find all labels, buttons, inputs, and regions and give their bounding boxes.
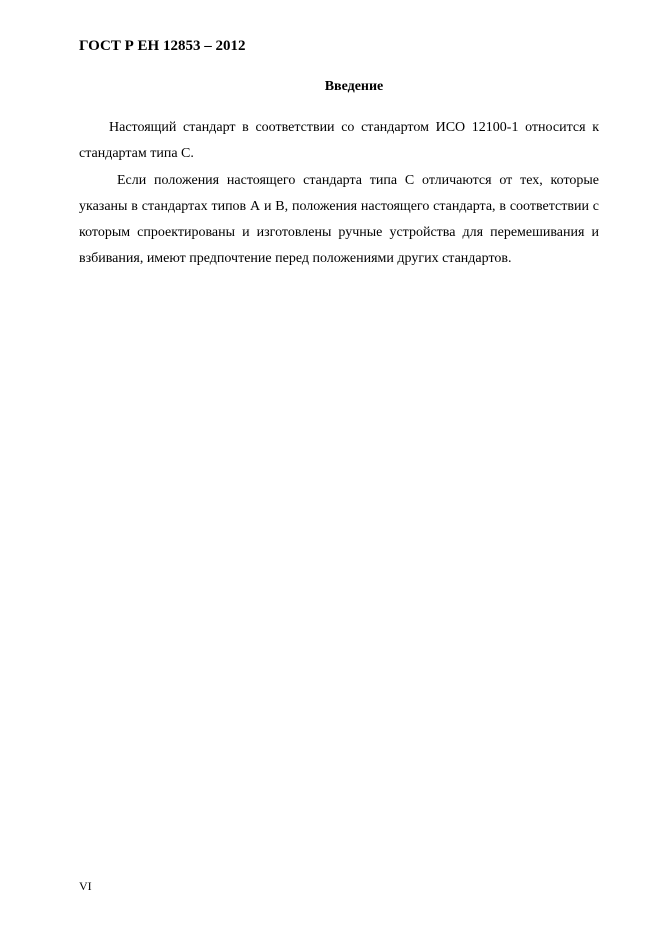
- paragraph-2: Если положения настоящего стандарта типа С отличаются от тех, которые указаны в стандартах типов А и В, положения настоящего стандарта, в соответствии с которым спроектированы и изготовлены ручные устройства для перемешивания и взбивания, имеют предпочтение перед положениями других стандартов.: [79, 173, 599, 266]
- section-title: Введение: [324, 79, 384, 94]
- paragraph-1: Настоящий стандарт в соответствии со стандартом ИСО 12100-1 относится к стандартам типа С.: [79, 120, 599, 161]
- body-text: [79, 115, 599, 273]
- page-number: VI: [79, 879, 92, 893]
- document-header: ГОСТ Р ЕН 12853 – 2012: [79, 38, 246, 54]
